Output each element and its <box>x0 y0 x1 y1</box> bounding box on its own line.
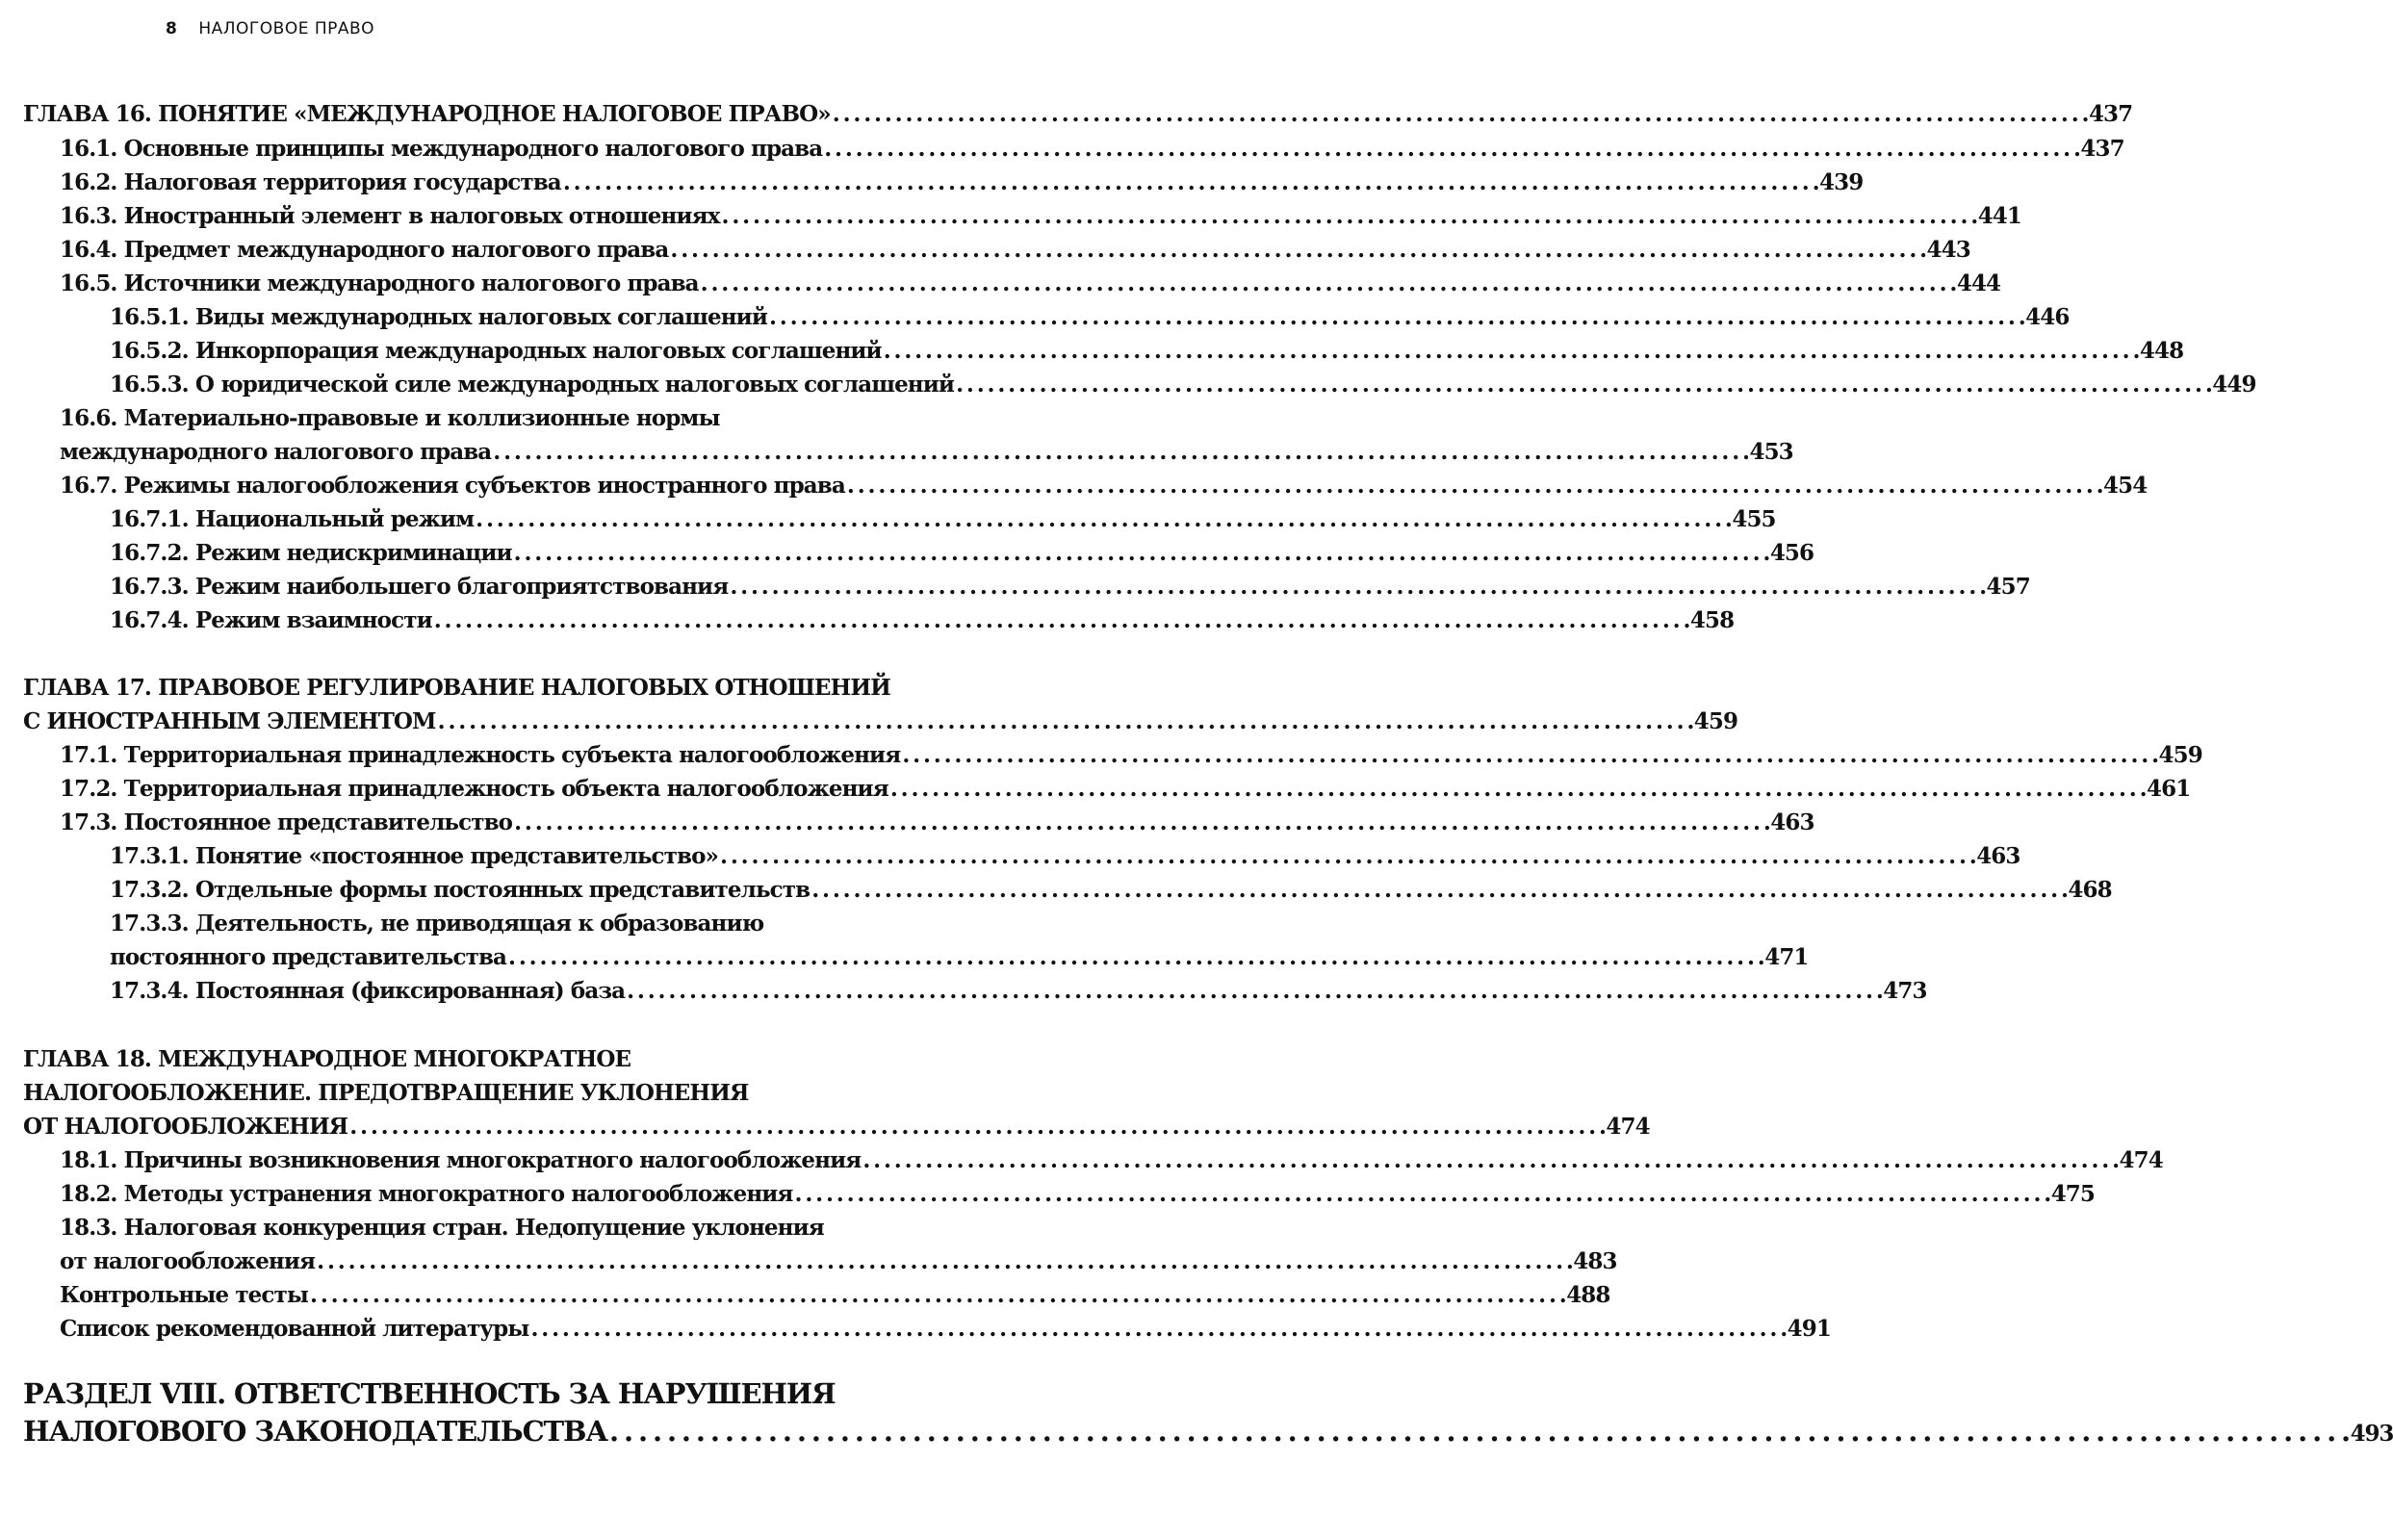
toc-entry <box>60 806 1814 839</box>
toc-chapter-title: НАЛОГООБЛОЖЕНИЕ. ПРЕДОТВРАЩЕНИЕ УКЛОНЕНИЯ <box>23 1080 749 1106</box>
toc-entry-title: 16.5.3. О юридической силе международных налоговых соглашений <box>110 372 955 398</box>
dot-leader <box>769 300 2023 334</box>
toc-subentry <box>110 839 2020 873</box>
toc-entry-title: 16.7. Режимы налогообложения субъектов иностранного права <box>60 473 845 499</box>
toc-page-number: 488 <box>1566 1282 1610 1308</box>
dot-leader <box>493 435 1747 469</box>
toc-entry <box>60 233 1970 267</box>
toc-entry-title: 16.2. Налоговая территория государства <box>60 169 561 195</box>
toc-page-number: 441 <box>1977 203 2022 229</box>
toc-entry-line1 <box>60 1211 980 1245</box>
toc-entry-title: 17.3.1. Понятие «постоянное представительство» <box>110 843 719 869</box>
dot-leader <box>476 502 1730 536</box>
toc-entry-title: 16.4. Предмет международного налогового права <box>60 237 669 263</box>
toc-chapter-title: ГЛАВА 18. МЕЖДУНАРОДНОЕ МНОГОКРАТНОЕ <box>23 1046 631 1072</box>
toc-part-title: РАЗДЕЛ VIII. ОТВЕТСТВЕННОСТЬ ЗА НАРУШЕНИЯ <box>23 1377 836 1410</box>
toc-entry <box>60 166 1864 199</box>
toc-entry-title: 16.6. Материально-правовые и коллизионные нормы <box>60 405 720 431</box>
toc-entry <box>60 132 2124 166</box>
dot-leader <box>811 873 2066 907</box>
toc-subentry <box>110 974 1927 1008</box>
toc-page-number: 474 <box>1606 1114 1650 1140</box>
toc-entry-title: 16.7.3. Режим наибольшего благоприятствования <box>110 574 729 600</box>
toc-entry-title: 16.1. Основные принципы международного налогового права <box>60 136 823 162</box>
toc-page-number: 443 <box>1926 237 1970 263</box>
toc-subentry <box>110 334 2184 368</box>
toc-entry-title: 16.3. Иностранный элемент в налоговых отношениях <box>60 203 720 229</box>
toc-entry <box>60 1245 1617 1278</box>
toc-entry <box>60 267 2001 300</box>
dot-leader <box>795 1177 2049 1211</box>
toc-page-number: 454 <box>2103 473 2148 499</box>
toc-chapter-title: ГЛАВА 16. ПОНЯТИЕ «МЕЖДУНАРОДНОЕ НАЛОГОВОЕ ПРАВО» <box>23 101 831 127</box>
toc-subentry <box>110 368 2256 401</box>
toc-chapter-18 <box>23 1110 1650 1143</box>
dot-leader <box>956 368 2210 401</box>
dot-leader <box>563 166 1817 199</box>
toc-part-8-line1 <box>23 1374 980 1413</box>
dot-leader <box>514 536 1768 570</box>
dot-leader <box>824 132 2078 166</box>
toc-entry-title: 16.5. Источники международного налогового права <box>60 270 699 296</box>
toc-entry-title: 17.3.4. Постоянная (фиксированная) база <box>110 978 626 1004</box>
toc-subentry <box>110 502 1776 536</box>
toc-entry-title: 16.7.2. Режим недискриминации <box>110 540 512 566</box>
toc-entry <box>60 1312 1831 1346</box>
toc-subentry <box>110 300 2070 334</box>
dot-leader <box>884 334 2138 368</box>
toc-page-number: 446 <box>2025 304 2070 330</box>
toc-page-number: 444 <box>1956 270 2001 296</box>
toc-page-number: 475 <box>2050 1181 2095 1207</box>
toc-entry-title: от налогообложения <box>60 1248 316 1274</box>
toc-entry-title: 18.2. Методы устранения многократного налогообложения <box>60 1181 793 1207</box>
dot-leader <box>722 199 1976 233</box>
toc-entry <box>60 772 2191 806</box>
toc-subentry <box>110 873 2112 907</box>
toc-entry-title: 18.3. Налоговая конкуренция стран. Недопущение уклонения <box>60 1215 824 1241</box>
toc-page-number: 483 <box>1573 1248 1617 1274</box>
toc-entry-title: Список рекомендованной литературы <box>60 1316 529 1342</box>
toc-chapter-title: ОТ НАЛОГООБЛОЖЕНИЯ <box>23 1114 348 1140</box>
dot-leader <box>670 233 1924 267</box>
dot-leader <box>890 772 2145 806</box>
toc-entry <box>60 469 2148 502</box>
toc-subentry <box>110 603 1735 637</box>
toc-entry <box>60 738 2202 772</box>
toc-page-number: 468 <box>2068 877 2112 903</box>
toc-page-number: 491 <box>1787 1316 1831 1342</box>
dot-leader <box>434 603 1688 637</box>
page-number: 8 <box>166 19 178 38</box>
toc-page-number: 471 <box>1764 944 1809 970</box>
toc-chapter-18-line2 <box>23 1076 980 1110</box>
toc-chapter-16 <box>23 97 2133 131</box>
toc-page-number: 463 <box>1770 809 1814 835</box>
dot-leader <box>310 1278 1564 1312</box>
dot-leader <box>609 1412 2349 1450</box>
dot-leader <box>530 1312 1785 1346</box>
dot-leader <box>730 570 1984 603</box>
toc-entry <box>60 1143 2163 1177</box>
toc-entry-title: 16.7.1. Национальный режим <box>110 506 475 532</box>
toc-entry-title: 17.3.3. Деятельность, не приводящая к образованию <box>110 911 764 937</box>
toc-page-number: 449 <box>2212 372 2256 398</box>
dot-leader <box>349 1110 1604 1143</box>
toc-entry <box>60 1177 2095 1211</box>
toc-entry-title: 16.7.4. Режим взаимности <box>110 607 432 633</box>
toc-page-number: 437 <box>2080 136 2124 162</box>
dot-leader <box>902 738 2156 772</box>
toc-entry-title: 18.1. Причины возникновения многократного налогообложения <box>60 1147 862 1173</box>
toc-entry-title: Контрольные тесты <box>60 1282 309 1308</box>
toc-chapter-18-line1 <box>23 1042 980 1076</box>
toc-part-8 <box>23 1412 2393 1450</box>
toc-entry-title: постоянного представительства <box>110 944 507 970</box>
dot-leader <box>514 806 1768 839</box>
toc-page-number: 474 <box>2119 1147 2163 1173</box>
toc-chapter-title: С ИНОСТРАННЫМ ЭЛЕМЕНТОМ <box>23 708 436 734</box>
toc-entry-title: 17.3.2. Отдельные формы постоянных представительств <box>110 877 811 903</box>
toc-entry-title: 16.5.1. Виды международных налоговых соглашений <box>110 304 767 330</box>
toc-page-number: 439 <box>1818 169 1864 195</box>
dot-leader <box>862 1143 2117 1177</box>
dot-leader <box>833 97 2087 131</box>
toc-chapter-title: ГЛАВА 17. ПРАВОВОЕ РЕГУЛИРОВАНИЕ НАЛОГОВЫХ ОТНОШЕНИЙ <box>23 675 891 701</box>
toc-subentry <box>110 536 1814 570</box>
dot-leader <box>627 974 1881 1008</box>
running-title: НАЛОГОВОЕ ПРАВО <box>198 19 375 38</box>
toc-page-number: 455 <box>1732 506 1776 532</box>
toc-subentry-line1 <box>110 907 980 940</box>
dot-leader <box>317 1245 1571 1278</box>
toc-page-number: 448 <box>2139 338 2184 364</box>
toc-page-number: 457 <box>1986 574 2030 600</box>
dot-leader <box>701 267 1955 300</box>
toc-entry-title: международного налогового права <box>60 439 492 465</box>
toc-page-number: 493 <box>2350 1421 2393 1447</box>
toc-entry <box>60 435 1793 469</box>
toc-subentry <box>110 940 1809 974</box>
toc-chapter-17 <box>23 705 1738 738</box>
toc-page-number: 458 <box>1689 607 1735 633</box>
toc-page-number: 463 <box>1976 843 2020 869</box>
toc-entry-title: 17.1. Территориальная принадлежность субъекта налогообложения <box>60 742 901 768</box>
toc-entry-title: 17.3. Постоянное представительство <box>60 809 513 835</box>
toc-page-number: 459 <box>1693 708 1738 734</box>
toc-entry-line1 <box>60 401 980 435</box>
running-header <box>166 19 374 38</box>
dot-leader <box>508 940 1763 974</box>
toc-page-number: 456 <box>1769 540 1814 566</box>
toc-chapter-17-line1 <box>23 671 980 705</box>
toc-page-number: 453 <box>1749 439 1793 465</box>
dot-leader <box>720 839 1974 873</box>
toc-entry-title: 17.2. Территориальная принадлежность объекта налогообложения <box>60 776 888 802</box>
toc-entry <box>60 199 2022 233</box>
toc-entry <box>60 1278 1610 1312</box>
dot-leader <box>438 705 1692 738</box>
toc-entry-title: 16.5.2. Инкорпорация международных налоговых соглашений <box>110 338 882 364</box>
toc-page-number: 473 <box>1883 978 1927 1004</box>
dot-leader <box>847 469 2101 502</box>
toc-page-number: 437 <box>2088 101 2133 127</box>
toc-part-title: НАЛОГОВОГО ЗАКОНОДАТЕЛЬСТВА <box>23 1415 607 1448</box>
toc-page-number: 459 <box>2158 742 2202 768</box>
toc-subentry <box>110 570 2030 603</box>
toc-page-number: 461 <box>2146 776 2191 802</box>
